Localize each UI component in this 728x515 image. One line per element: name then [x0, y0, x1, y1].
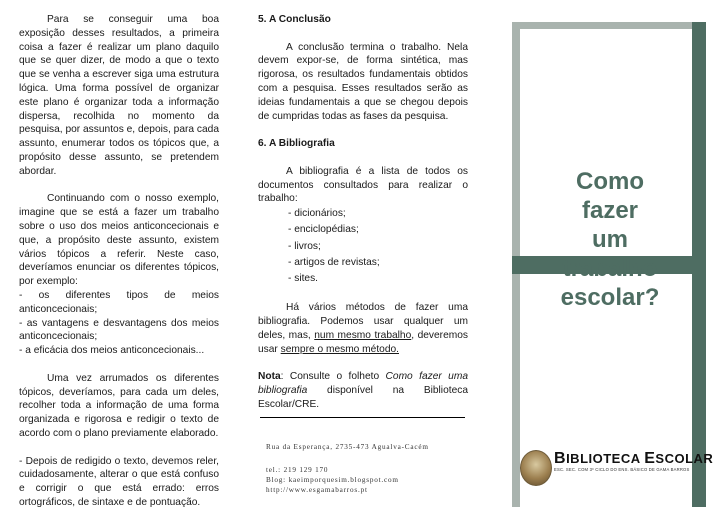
- heading-bibliografia: 6. A Bibliografia: [258, 138, 335, 150]
- list-item: - dicionários;: [288, 208, 346, 220]
- paragraph-example: Continuando com o nosso exemplo, imagine que se está a fazer um trabalho sobre o uso dos meios anticoncecionais e que, a propósito deste assunto, existem vários tópicos a referir. Neste caso, deveríamos enunciar os diferentes tópicos, por exemplo:: [19, 193, 219, 288]
- list-item: - livros;: [288, 240, 321, 252]
- nota-label: Nota: [258, 371, 281, 383]
- library-name: BIBLIOTECA ESCOLAR: [554, 450, 714, 467]
- address: Rua da Esperança, 2735-473 Agualva-Cacém: [266, 443, 429, 451]
- paragraph-conclusao: A conclusão termina o trabalho. Nela devem expor-se, de forma sintética, mas rigorosa, os resultados fundamentais obtidos com a pesquisa. Esses resultados serão as ideias fundamentais a que se chegou depois de cumpridas todas as fases da pesquisa.: [258, 41, 468, 122]
- topic-item-3: - a eficácia dos meios anticoncecionais...: [19, 345, 205, 357]
- heading-conclusao: 5. A Conclusão: [258, 14, 331, 25]
- paragraph-organize: Uma vez arrumados os diferentes tópicos, deveríamos, para cada um deles, recolher toda a informação de uma forma organizada e rigorosa e redigir o texto de acordo com o plano previamente elaborado.: [19, 372, 219, 439]
- telephone: tel.: 219 129 170: [266, 466, 329, 474]
- underlined-text: num mesmo trabalho: [314, 330, 412, 342]
- cover-frame-right: [692, 22, 706, 507]
- column-1: [19, 13, 219, 510]
- school-name: ESC. SEC. COM 3º CICLO DO ENS. BÁSICO DE GAMA BARROS: [554, 467, 690, 472]
- cover-frame-top: [520, 22, 692, 29]
- paragraph-bibliografia: A bibliografia é a lista de todos os documentos consultados para realizar o trabalho:: [258, 165, 468, 205]
- underlined-text: sempre o mesmo método.: [280, 343, 399, 355]
- blog-address: Blog: kaeimporquesim.blogspot.com: [266, 476, 399, 484]
- website: http://www.esgamabarros.pt: [266, 486, 368, 494]
- divider-line: [260, 417, 465, 418]
- topic-item-2: - as vantagens e desvantagens dos meios anticoncecionais;: [19, 317, 219, 343]
- list-item: - artigos de revistas;: [288, 257, 380, 269]
- source-list: [258, 206, 468, 287]
- cover-title: Como fazer um trabalho escolar?: [560, 168, 660, 311]
- paragraph-plan: Para se conseguir uma boa exposição desses resultados, a primeira coisa a fazer é realizar um plano daquilo que se quer dizer, de modo a que o texto que se venha a escrever siga uma estrutura lógica. Uma forma possível de organizar este plano é organizar toda a informação dispersa, recolhida no momento da pesquisa, por assuntos e, depois, para cada assunto, enumerar todos os tópicos que, a propósito desse assunto, se pretendem abordar.: [19, 14, 219, 177]
- school-seal-icon: [520, 450, 552, 486]
- list-item: - enciclopédias;: [288, 224, 359, 236]
- paragraph-revise: - Depois de redigido o texto, devemos reler, cuidadosamente, alterar o que está confuso e corrigir o que está errado: erros ortográficos, de sintaxe e de pontuação.: [19, 455, 219, 508]
- list-item: - sites.: [288, 273, 319, 285]
- column-2: [258, 13, 468, 412]
- leaflet-title: Como fazer uma bibliografia: [258, 371, 468, 397]
- paragraph-metodos: Há vários métodos de fazer uma bibliografia. Podemos usar qualquer um deles, mas, num mesmo trabalho, deveremos usar sempre o mesmo método.: [258, 302, 468, 355]
- topic-item-1: - os diferentes tipos de meios anticoncecionais;: [19, 289, 219, 315]
- paragraph-nota: Nota: Consulte o folheto Como fazer uma bibliografia disponível na Biblioteca Escolar/CRE.: [258, 371, 468, 411]
